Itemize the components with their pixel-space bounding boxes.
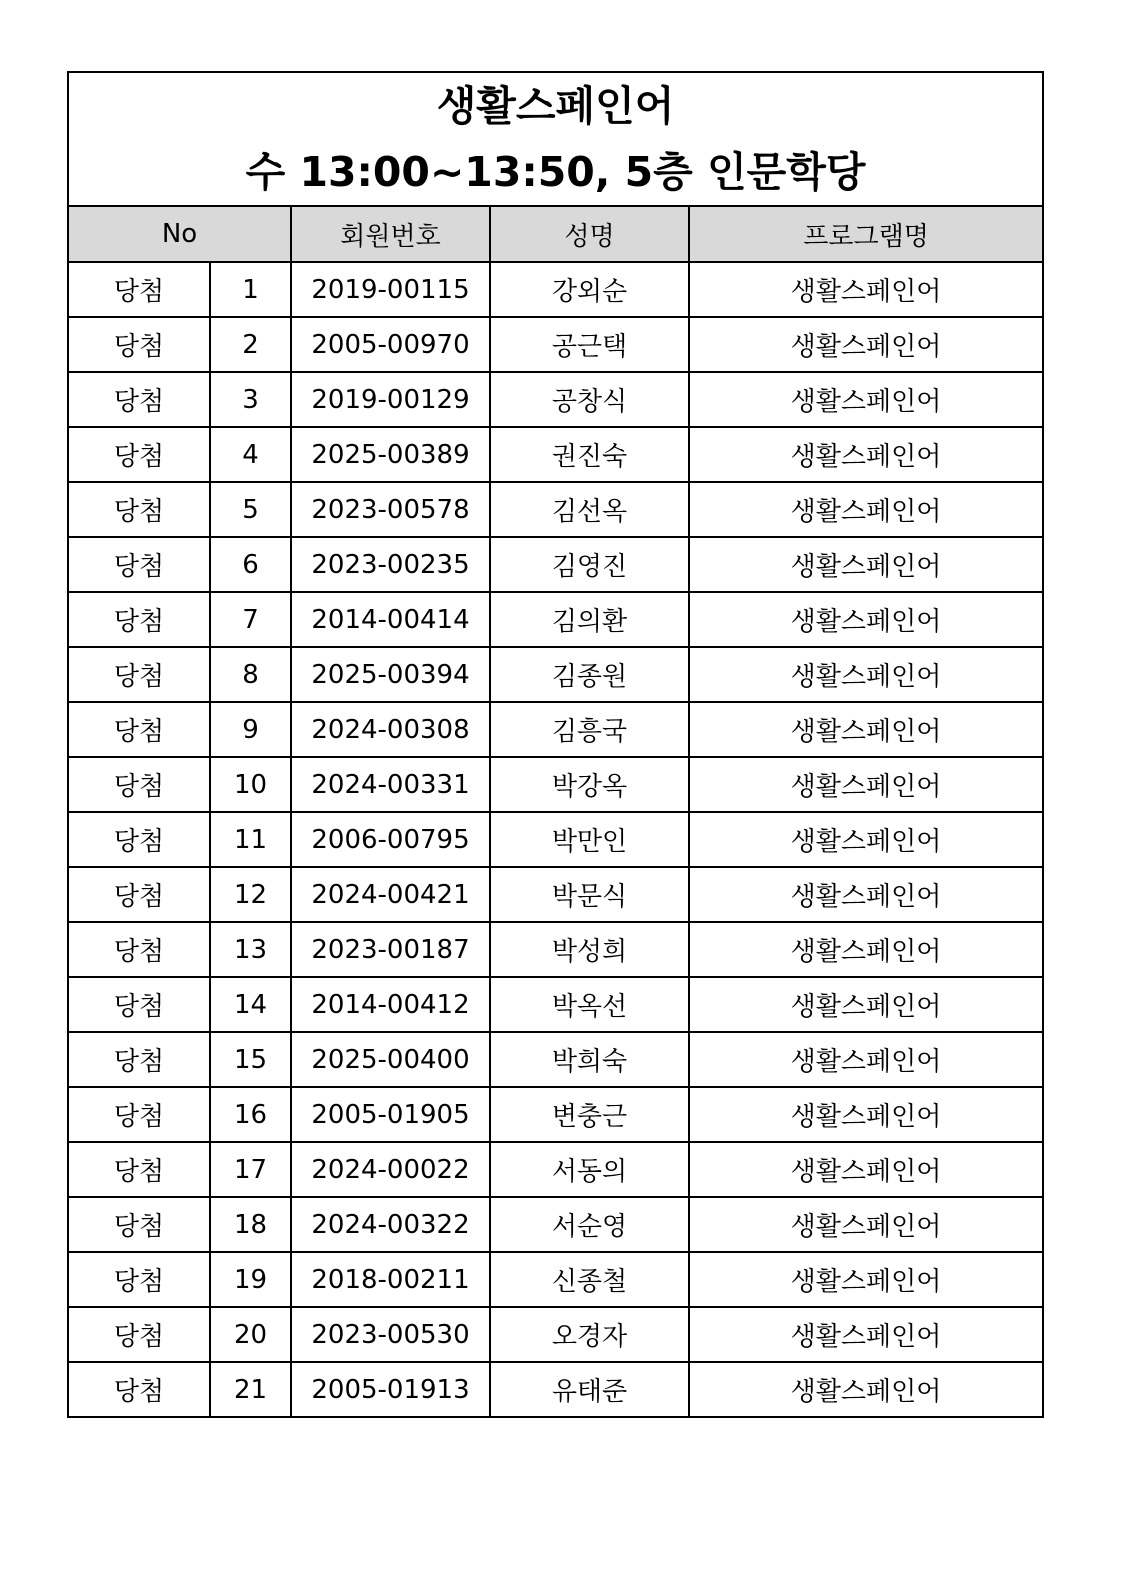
cell-status: 당첨 [68,1142,210,1197]
table-row [68,1252,1043,1307]
page-title [68,72,1043,206]
cell-name: 신종철 [490,1252,689,1307]
cell-program: 생활스페인어 [689,1087,1043,1142]
cell-no: 5 [210,482,291,537]
cell-name: 서동의 [490,1142,689,1197]
cell-status: 당첨 [68,922,210,977]
table-row [68,1142,1043,1197]
cell-name: 김흥국 [490,702,689,757]
cell-status: 당첨 [68,1252,210,1307]
table-row [68,372,1043,427]
cell-name: 유태준 [490,1362,689,1417]
cell-member-no: 2024-00308 [291,702,490,757]
cell-no: 8 [210,647,291,702]
cell-name: 김영진 [490,537,689,592]
table-row [68,427,1043,482]
cell-no: 17 [210,1142,291,1197]
cell-status: 당첨 [68,1197,210,1252]
cell-status: 당첨 [68,317,210,372]
cell-program: 생활스페인어 [689,1197,1043,1252]
cell-no: 2 [210,317,291,372]
cell-no: 21 [210,1362,291,1417]
table-row [68,537,1043,592]
cell-name: 김선옥 [490,482,689,537]
table-row [68,317,1043,372]
table-row [68,1197,1043,1252]
cell-status: 당첨 [68,537,210,592]
cell-member-no: 2023-00578 [291,482,490,537]
cell-member-no: 2025-00394 [291,647,490,702]
cell-member-no: 2014-00414 [291,592,490,647]
cell-no: 10 [210,757,291,812]
table-row [68,757,1043,812]
cell-status: 당첨 [68,812,210,867]
table-row [68,647,1043,702]
cell-name: 공창식 [490,372,689,427]
header-member-no: 회원번호 [291,206,490,262]
cell-program: 생활스페인어 [689,592,1043,647]
cell-status: 당첨 [68,1307,210,1362]
cell-member-no: 2014-00412 [291,977,490,1032]
table-row [68,702,1043,757]
cell-member-no: 2019-00115 [291,262,490,317]
cell-no: 3 [210,372,291,427]
table-row [68,922,1043,977]
table-row [68,867,1043,922]
cell-member-no: 2025-00400 [291,1032,490,1087]
cell-program: 생활스페인어 [689,977,1043,1032]
header-program: 프로그램명 [689,206,1043,262]
cell-status: 당첨 [68,647,210,702]
cell-program: 생활스페인어 [689,317,1043,372]
cell-status: 당첨 [68,1087,210,1142]
cell-no: 9 [210,702,291,757]
cell-program: 생활스페인어 [689,427,1043,482]
cell-program: 생활스페인어 [689,867,1043,922]
header-no: No [68,206,291,262]
cell-status: 당첨 [68,372,210,427]
header-row [68,206,1043,262]
cell-program: 생활스페인어 [689,702,1043,757]
cell-member-no: 2024-00322 [291,1197,490,1252]
cell-member-no: 2005-01913 [291,1362,490,1417]
cell-no: 20 [210,1307,291,1362]
table-row [68,1362,1043,1417]
cell-name: 김의환 [490,592,689,647]
cell-no: 16 [210,1087,291,1142]
cell-status: 당첨 [68,592,210,647]
cell-name: 변충근 [490,1087,689,1142]
title-row [68,72,1043,206]
table-body [68,262,1043,1417]
cell-name: 박성희 [490,922,689,977]
cell-status: 당첨 [68,757,210,812]
schedule-location: 수 13:00~13:50, 5층 인문학당 [245,148,866,196]
cell-name: 박희숙 [490,1032,689,1087]
cell-name: 박문식 [490,867,689,922]
cell-status: 당첨 [68,262,210,317]
cell-name: 오경자 [490,1307,689,1362]
cell-program: 생활스페인어 [689,1252,1043,1307]
cell-status: 당첨 [68,427,210,482]
lottery-result-table [67,71,1044,1418]
cell-name: 서순영 [490,1197,689,1252]
table-row [68,1087,1043,1142]
table-row [68,977,1043,1032]
cell-member-no: 2005-00970 [291,317,490,372]
cell-member-no: 2006-00795 [291,812,490,867]
cell-status: 당첨 [68,1362,210,1417]
program-title: 생활스페인어 [436,82,675,130]
cell-member-no: 2005-01905 [291,1087,490,1142]
cell-name: 박강옥 [490,757,689,812]
cell-member-no: 2024-00331 [291,757,490,812]
cell-no: 14 [210,977,291,1032]
cell-name: 권진숙 [490,427,689,482]
cell-no: 13 [210,922,291,977]
cell-program: 생활스페인어 [689,1142,1043,1197]
table-row [68,482,1043,537]
cell-no: 12 [210,867,291,922]
cell-member-no: 2023-00235 [291,537,490,592]
cell-program: 생활스페인어 [689,647,1043,702]
cell-program: 생활스페인어 [689,757,1043,812]
header-name: 성명 [490,206,689,262]
cell-program: 생활스페인어 [689,922,1043,977]
cell-name: 김종원 [490,647,689,702]
cell-name: 공근택 [490,317,689,372]
cell-member-no: 2024-00022 [291,1142,490,1197]
cell-status: 당첨 [68,867,210,922]
cell-name: 박옥선 [490,977,689,1032]
cell-no: 19 [210,1252,291,1307]
table-row [68,262,1043,317]
cell-member-no: 2018-00211 [291,1252,490,1307]
cell-member-no: 2025-00389 [291,427,490,482]
table-row [68,1032,1043,1087]
cell-program: 생활스페인어 [689,372,1043,427]
cell-program: 생활스페인어 [689,1362,1043,1417]
cell-name: 박만인 [490,812,689,867]
cell-program: 생활스페인어 [689,262,1043,317]
cell-program: 생활스페인어 [689,1032,1043,1087]
cell-status: 당첨 [68,482,210,537]
table-row [68,592,1043,647]
cell-no: 15 [210,1032,291,1087]
cell-member-no: 2023-00187 [291,922,490,977]
cell-no: 7 [210,592,291,647]
cell-member-no: 2019-00129 [291,372,490,427]
cell-status: 당첨 [68,702,210,757]
cell-program: 생활스페인어 [689,537,1043,592]
cell-member-no: 2023-00530 [291,1307,490,1362]
cell-no: 1 [210,262,291,317]
cell-program: 생활스페인어 [689,1307,1043,1362]
cell-member-no: 2024-00421 [291,867,490,922]
cell-no: 11 [210,812,291,867]
cell-program: 생활스페인어 [689,812,1043,867]
table-row [68,1307,1043,1362]
table-row [68,812,1043,867]
cell-status: 당첨 [68,977,210,1032]
cell-no: 18 [210,1197,291,1252]
cell-name: 강외순 [490,262,689,317]
cell-status: 당첨 [68,1032,210,1087]
cell-program: 생활스페인어 [689,482,1043,537]
cell-no: 4 [210,427,291,482]
cell-no: 6 [210,537,291,592]
